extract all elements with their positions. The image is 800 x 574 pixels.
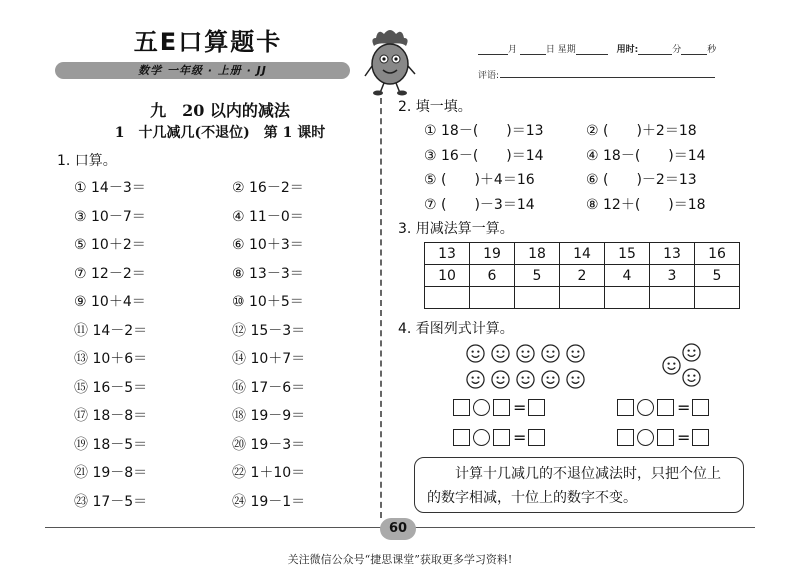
chapter-title: 九 20 以内的减法	[150, 101, 290, 120]
table-cell: 13	[650, 243, 695, 265]
equation-row	[453, 399, 545, 416]
week-blank[interactable]	[576, 45, 608, 55]
smiley-face-icon	[566, 370, 585, 389]
table-cell: 5	[515, 265, 560, 287]
number-box[interactable]	[657, 399, 674, 416]
tip-box: 计算十几减几的不退位减法时，只把个位上的数字相减，十位上的数字不变。	[414, 457, 744, 513]
table-cell[interactable]	[470, 287, 515, 309]
equals-sign: =	[677, 398, 691, 417]
table-cell: 4	[605, 265, 650, 287]
oral-calc-problem[interactable]: ⑨ 10＋4＝	[74, 294, 146, 310]
oral-calc-problem[interactable]: ⑦ 12－2＝	[74, 265, 146, 282]
oral-calc-problem[interactable]: ⑥ 10＋3＝	[232, 237, 304, 253]
oral-calc-problem[interactable]: ② 16－2＝	[232, 180, 304, 196]
fill-blank-item[interactable]: ④ 18－( )＝14	[586, 147, 706, 164]
smiley-face-icon	[541, 344, 560, 363]
fill-blank-item[interactable]: ③ 16－( )＝14	[424, 147, 544, 164]
equals-sign: =	[677, 428, 691, 447]
number-box[interactable]	[453, 429, 470, 446]
oral-calc-problem[interactable]: ⑳ 19－3＝	[232, 436, 306, 453]
table-cell: 15	[605, 243, 650, 265]
table-cell: 10	[425, 265, 470, 287]
oral-calc-problem[interactable]: ㉑ 19－8＝	[74, 465, 148, 481]
smiley-face-icon	[491, 370, 510, 389]
week-label: 星期	[557, 45, 576, 55]
table-cell: 19	[470, 243, 515, 265]
equals-sign: =	[513, 428, 527, 447]
oral-calc-problem[interactable]: ⑩ 10＋5＝	[232, 294, 304, 310]
table-cell[interactable]	[605, 287, 650, 309]
table-cell[interactable]	[695, 287, 740, 309]
smiley-face-icon	[662, 356, 681, 375]
table-cell[interactable]	[650, 287, 695, 309]
brand-title: 五E口算题卡	[133, 28, 283, 56]
minute-blank[interactable]	[638, 45, 672, 55]
table-cell: 18	[515, 243, 560, 265]
oral-calc-problem[interactable]: ⑤ 10＋2＝	[74, 237, 146, 253]
minute-label: 分	[672, 45, 682, 55]
smiley-face-icon	[516, 370, 535, 389]
oral-calc-problem[interactable]: ⑰ 18－8＝	[74, 408, 148, 424]
smiley-face-icon	[466, 370, 485, 389]
equation-row	[453, 429, 545, 446]
answer-box[interactable]	[692, 429, 709, 446]
operator-circle[interactable]	[637, 429, 654, 446]
operator-circle[interactable]	[473, 399, 490, 416]
day-blank[interactable]	[520, 45, 546, 55]
smiley-face-icon	[491, 344, 510, 363]
number-box[interactable]	[617, 399, 634, 416]
number-box[interactable]	[617, 429, 634, 446]
subtraction-table	[424, 242, 740, 309]
table-cell: 2	[560, 265, 605, 287]
fill-blank-item[interactable]: ⑤ ( )＋4＝16	[424, 172, 535, 188]
smiley-face-icon	[541, 370, 560, 389]
table-cell: 14	[560, 243, 605, 265]
table-cell[interactable]	[560, 287, 605, 309]
smiley-face-icon	[516, 344, 535, 363]
equals-sign: =	[513, 398, 527, 417]
footer-note: 关注微信公众号“捷思课堂”获取更多学习资料!	[287, 553, 513, 566]
operator-circle[interactable]	[637, 399, 654, 416]
table-cell: 13	[425, 243, 470, 265]
answer-box[interactable]	[528, 429, 545, 446]
lesson-title: 1 十几减几(不退位) 第 1 课时	[114, 125, 326, 141]
comment-label: 评语:	[478, 71, 500, 81]
second-blank[interactable]	[681, 45, 707, 55]
table-cell: 3	[650, 265, 695, 287]
fill-blank-item[interactable]: ① 18－( )＝13	[424, 123, 544, 139]
day-label: 日	[545, 45, 555, 55]
oral-calc-problem[interactable]: ⑪ 14－2＝	[74, 322, 148, 339]
month-label: 月	[508, 45, 518, 55]
section3-title: 3. 用减法算一算。	[398, 221, 514, 237]
oral-calc-problem[interactable]: ⑱ 19－9＝	[232, 408, 306, 424]
table-cell: 5	[695, 265, 740, 287]
oral-calc-problem[interactable]: ⑫ 15－3＝	[232, 322, 306, 339]
oral-calc-problem[interactable]: ④ 11－0＝	[232, 208, 304, 225]
oral-calc-problem[interactable]: ⑬ 10＋6＝	[74, 351, 148, 367]
table-cell: 6	[470, 265, 515, 287]
number-box[interactable]	[493, 429, 510, 446]
smiley-face-icon	[682, 368, 701, 387]
oral-calc-problem[interactable]: ① 14－3＝	[74, 180, 146, 196]
brand-subtitle: 数学 一年级 · 上册 · JJ	[138, 64, 267, 77]
answer-box[interactable]	[528, 399, 545, 416]
month-blank[interactable]	[478, 45, 508, 55]
fill-blank-item[interactable]: ⑦ ( )－3＝14	[424, 196, 535, 213]
time-label: 用时:	[616, 45, 639, 55]
fill-blank-item[interactable]: ⑧ 12＋( )＝18	[586, 196, 706, 213]
number-box[interactable]	[453, 399, 470, 416]
table-cell[interactable]	[515, 287, 560, 309]
fill-blank-item[interactable]: ② ( )＋2＝18	[586, 123, 697, 139]
second-label: 秒	[707, 45, 717, 55]
oral-calc-problem[interactable]: ⑧ 13－3＝	[232, 265, 304, 282]
oral-calc-problem[interactable]: ⑯ 17－6＝	[232, 379, 306, 396]
equation-row	[617, 429, 709, 446]
oral-calc-problem[interactable]: ㉔ 19－1＝	[232, 493, 306, 510]
number-box[interactable]	[657, 429, 674, 446]
mascot-illustration	[362, 26, 418, 96]
smiley-face-icon	[682, 343, 701, 362]
page-number: 60	[380, 518, 416, 540]
oral-calc-problem[interactable]: ㉓ 17－5＝	[74, 493, 148, 510]
section4-title: 4. 看图列式计算。	[398, 321, 514, 337]
smiley-face-icon	[466, 344, 485, 363]
number-box[interactable]	[493, 399, 510, 416]
oral-calc-problem[interactable]: ⑮ 16－5＝	[74, 379, 148, 396]
section2-title: 2. 填一填。	[398, 99, 472, 115]
answer-box[interactable]	[692, 399, 709, 416]
section1-title: 1. 口算。	[57, 153, 117, 169]
operator-circle[interactable]	[473, 429, 490, 446]
smiley-face-icon	[566, 344, 585, 363]
comment-blank[interactable]	[500, 77, 715, 78]
fill-blank-item[interactable]: ⑥ ( )－2＝13	[586, 172, 697, 188]
oral-calc-problem[interactable]: ⑭ 10＋7＝	[232, 351, 306, 367]
oral-calc-problem[interactable]: ㉒ 1＋10＝	[232, 465, 306, 481]
table-cell[interactable]	[425, 287, 470, 309]
date-time-line	[478, 42, 716, 55]
table-cell: 16	[695, 243, 740, 265]
oral-calc-problem[interactable]: ③ 10－7＝	[74, 208, 146, 225]
equation-row	[617, 399, 709, 416]
oral-calc-problem[interactable]: ⑲ 18－5＝	[74, 436, 148, 453]
column-divider	[380, 98, 382, 518]
